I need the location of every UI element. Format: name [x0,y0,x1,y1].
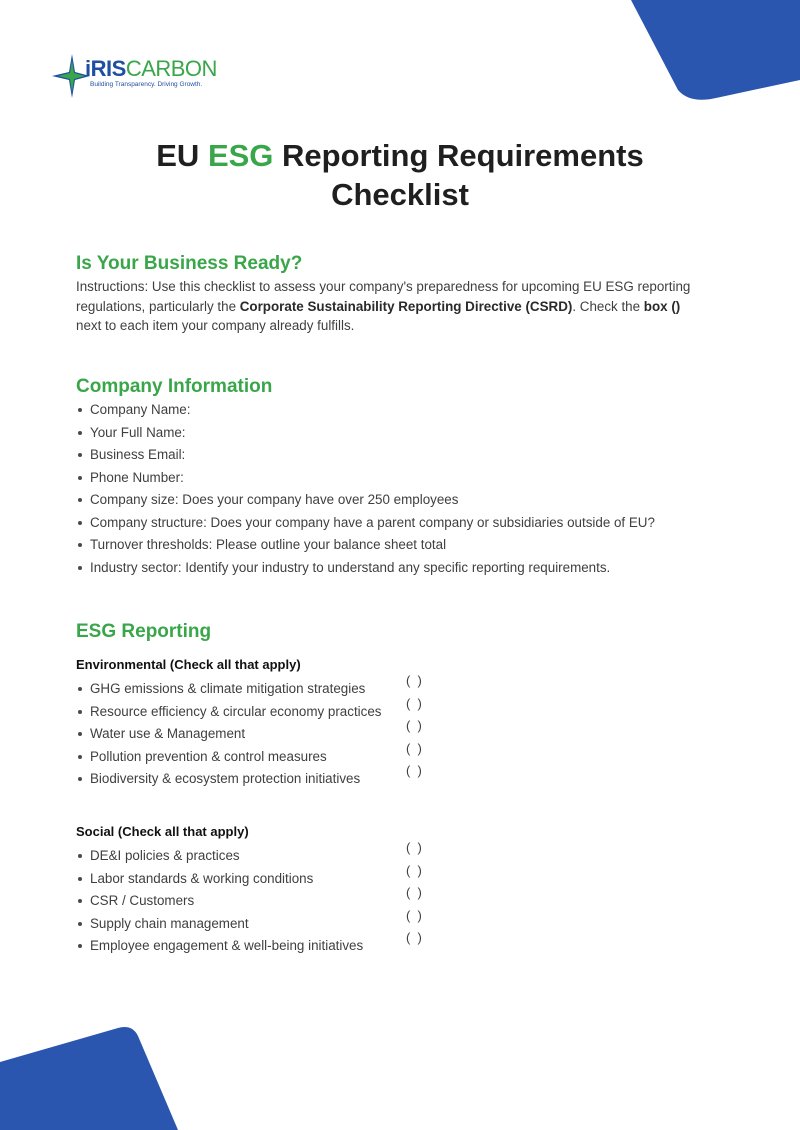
intro-text1: Instructions: Use this checklist to assess your company's preparedness for upcoming EU ESG reporting regulations, particularly the [76,279,691,314]
logo-i: i [85,56,91,81]
list-item: Biodiversity & ecosystem protection initiatives [76,768,382,791]
title-accent: ESG [207,138,274,173]
logo-star-icon [50,52,90,98]
intro-bold1: Corporate Sustainability Reporting Directive (CSRD) [239,298,573,314]
list-item: Resource efficiency & circular economy practices [76,701,382,724]
environmental-subheading: Environmental (Check all that apply) [76,657,301,672]
environmental-list [76,678,382,791]
checkbox[interactable]: ( ) [406,763,422,778]
list-item: Company Name: [76,399,655,422]
esg-heading: ESG Reporting [76,621,212,642]
list-item: Labor standards & working conditions [76,868,363,891]
logo-wordmark [85,56,217,82]
checkbox[interactable]: ( ) [406,695,422,711]
list-item: Your Full Name: [76,422,655,445]
logo-tagline: Building Transparency. Driving Growth. [90,81,203,88]
intro-bold2: box () [643,298,681,314]
checkbox[interactable]: ( ) [406,862,422,878]
list-item: Turnover thresholds: Please outline your balance sheet total [76,534,655,557]
list-item: Business Email: [76,444,655,467]
logo-ris: RIS [90,56,126,81]
list-item: Supply chain management [76,913,363,936]
social-checkboxes [406,837,422,950]
list-item: Employee engagement & well-being initiatives [76,935,363,958]
list-item: Industry sector: Identify your industry to understand any specific reporting requirements. [76,557,655,580]
checkbox[interactable]: ( ) [406,885,422,900]
logo-carbon: CARBON [125,56,217,81]
page-title [0,136,800,214]
list-item: GHG emissions & climate mitigation strategies [76,678,382,701]
checkbox[interactable]: ( ) [406,930,422,945]
title-part2: Reporting Requirements [273,138,644,173]
intro-text2: . Check the [572,298,644,314]
intro-paragraph [76,277,696,336]
list-item: Water use & Management [76,723,382,746]
list-item: Company structure: Does your company have a parent company or subsidiaries outside of EU? [76,512,655,535]
intro-heading: Is Your Business Ready? [76,253,303,274]
company-heading: Company Information [76,376,273,397]
list-item: DE&I policies & practices [76,845,363,868]
list-item: Phone Number: [76,467,655,490]
social-subheading: Social (Check all that apply) [76,824,249,839]
list-item: Pollution prevention & control measures [76,746,382,769]
checkbox[interactable]: ( ) [406,907,422,923]
title-line2: Checklist [331,177,469,212]
company-list [76,399,655,579]
company-logo [50,52,220,100]
intro-text3: next to each item your company already fulfills. [76,318,355,333]
list-item: Company size: Does your company have over 250 employees [76,489,655,512]
social-list [76,845,363,958]
title-part1: EU [156,138,208,173]
checkbox[interactable]: ( ) [406,718,422,733]
checkbox[interactable]: ( ) [406,673,422,688]
environmental-checkboxes [406,670,422,783]
list-item: CSR / Customers [76,890,363,913]
checkbox[interactable]: ( ) [406,740,422,756]
checkbox[interactable]: ( ) [406,840,422,855]
